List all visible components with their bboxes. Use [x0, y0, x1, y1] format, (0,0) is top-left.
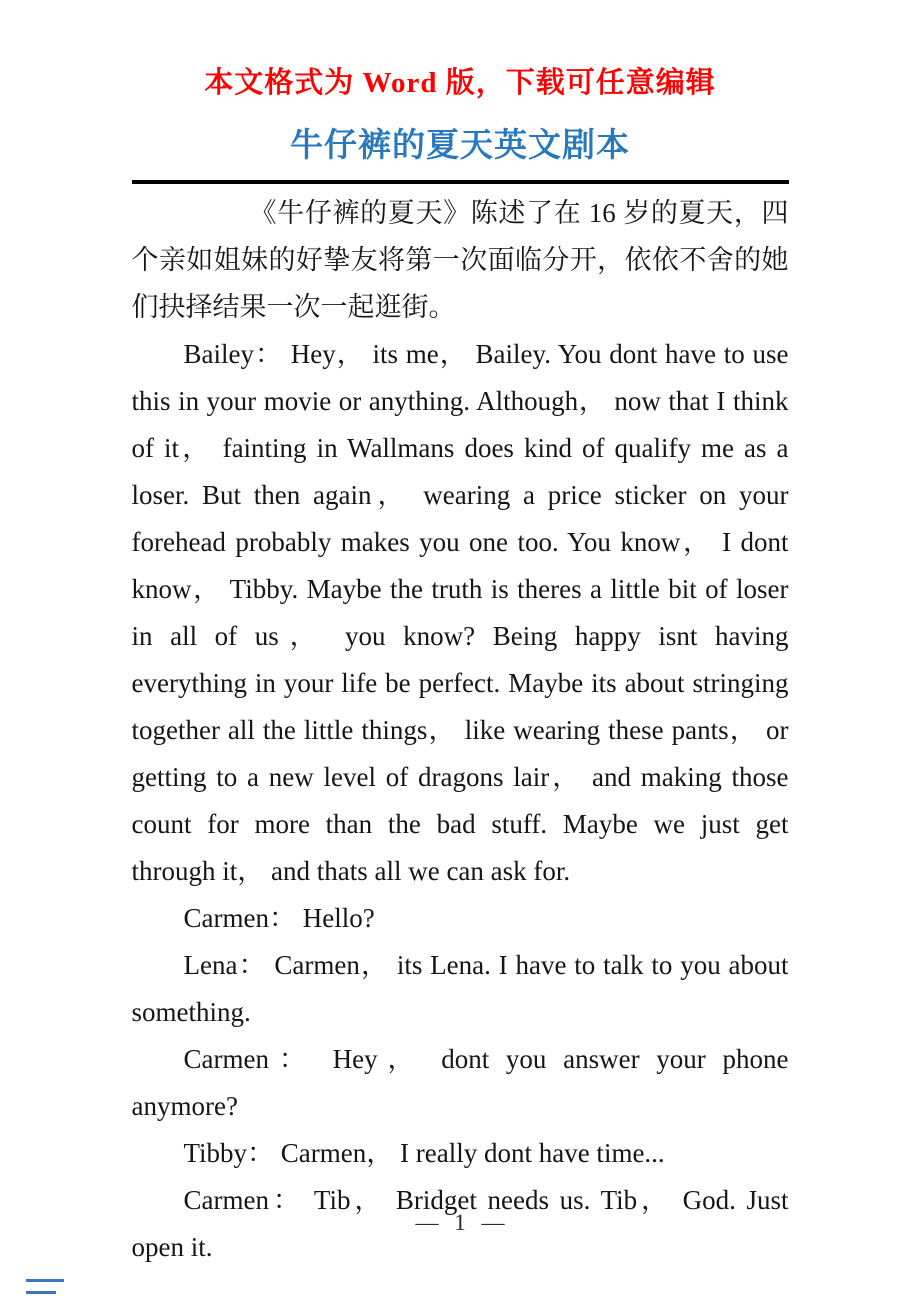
dialogue-paragraph-carmen-1: Carmen： Hello?	[183, 903, 375, 933]
page-corner-marks	[26, 1270, 64, 1294]
format-notice: 本文格式为 Word 版，下载可任意编辑	[204, 67, 716, 99]
page-number: — 1 —	[415, 1210, 505, 1235]
title-divider	[132, 180, 789, 184]
corner-mark-line	[26, 1291, 56, 1294]
dialogue-paragraph-carmen-3: Carmen： Tib， Bridget needs us. Tib， God. Just open it.	[131, 1185, 789, 1262]
dialogue-paragraph-lena: Lena： Carmen， its Lena. I have to talk to you about something.	[131, 950, 789, 1027]
dialogue-paragraph-tibby: Tibby： Carmen， I really dont have time...	[183, 1138, 665, 1168]
dialogue-paragraph-carmen-2: Carmen： Hey， dont you answer your phone anymore?	[131, 1044, 789, 1121]
document-title: 牛仔裤的夏天英文剧本	[290, 128, 630, 164]
intro-paragraph: 《牛仔裤的夏天》陈述了在 16 岁的夏天，四个亲如姐妹的好挚友将第一次面临分开，依依不舍的她们抉择结果一次一起逛街。	[131, 198, 789, 322]
dialogue-paragraph-bailey: Bailey： Hey， its me， Bailey. You dont have to use this in your movie or anything. Although， now that I think of it， fainting in Wallmans does kind of qualify me as a loser. But then again， wearing a price sticker on your forehead probably makes you one too. You know， I dont know， Tibby. Maybe the truth is theres a little bit of loser in all of us， you know? Being happy isnt having everything in your life be perfect. Maybe its about stringing together all the little things， like wearing these pants， or getting to a new level of dragons lair， and making those count for more than the bad stuff. Maybe we just get through it， and thats all we can ask for.	[131, 339, 789, 886]
document-body	[132, 190, 789, 1271]
corner-mark-line	[26, 1279, 64, 1282]
